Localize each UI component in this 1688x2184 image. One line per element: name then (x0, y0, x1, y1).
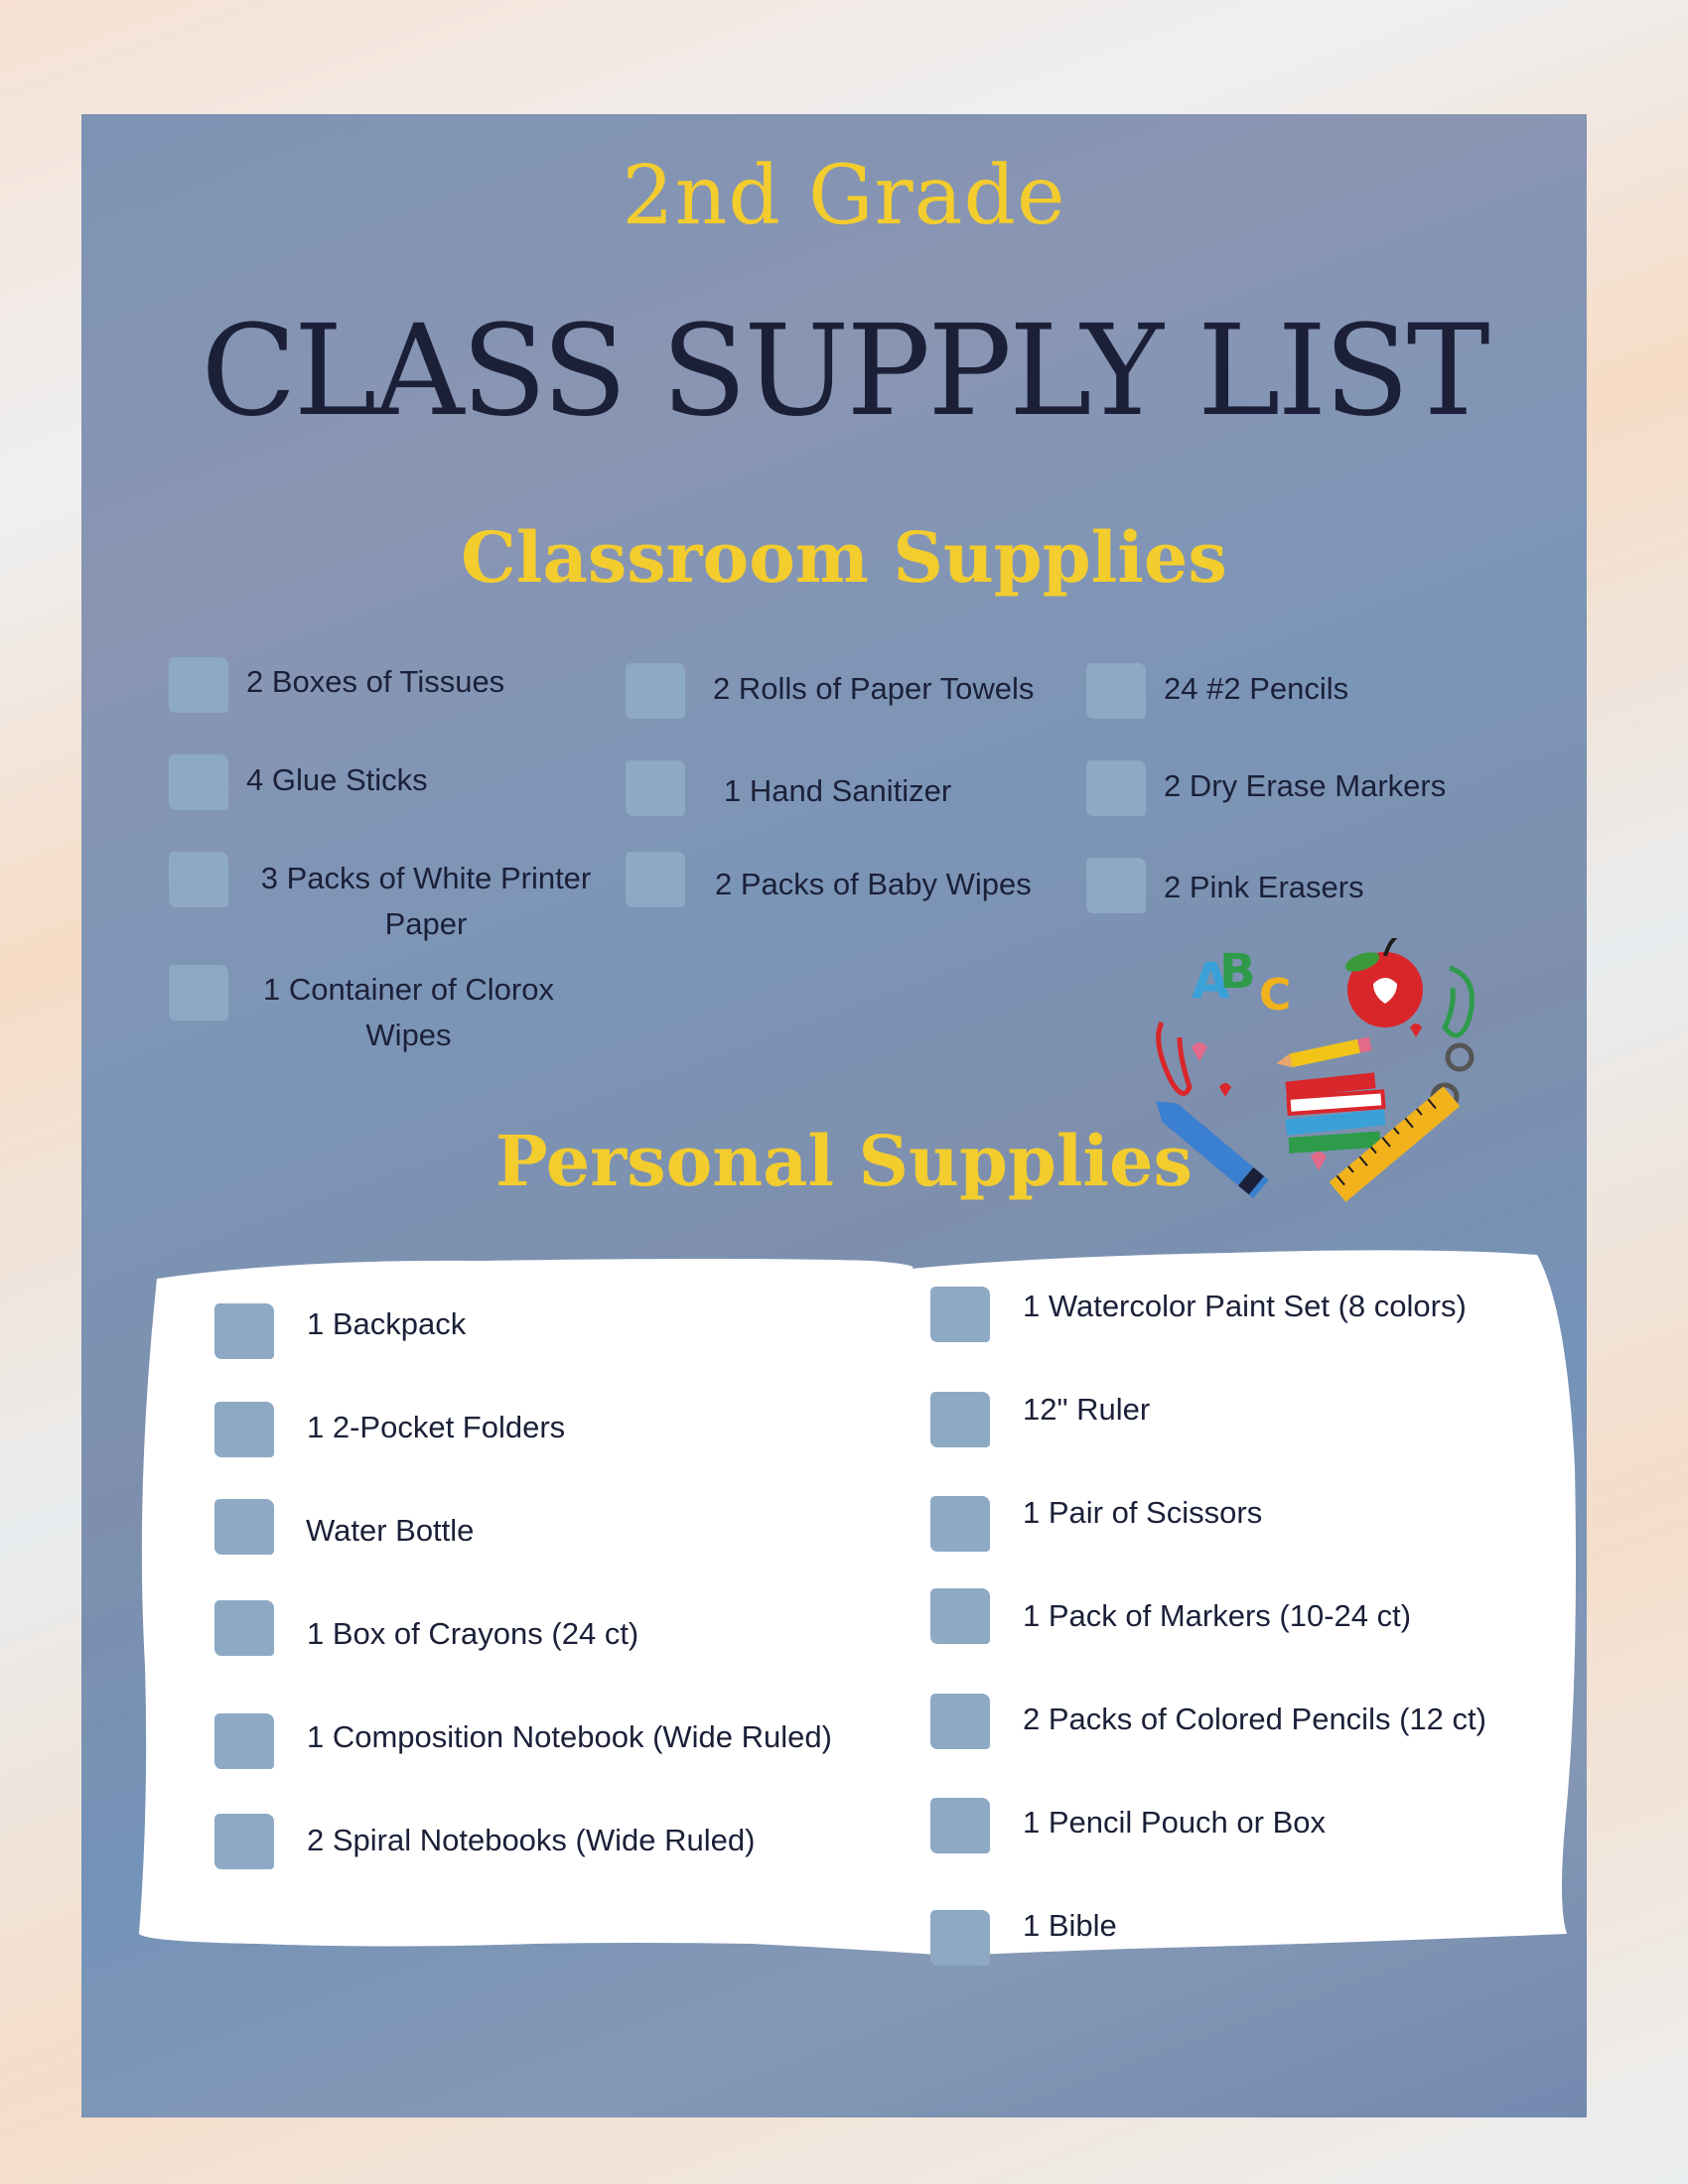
checkbox[interactable] (214, 1814, 274, 1869)
ring-icon (1448, 1045, 1472, 1069)
item-label: 1 Bible (1023, 1908, 1117, 1943)
item-label: 1 Pencil Pouch or Box (1023, 1805, 1327, 1840)
checkbox[interactable] (169, 754, 228, 810)
checkbox[interactable] (626, 852, 685, 907)
item-label: 1 Pair of Scissors (1023, 1495, 1263, 1530)
checkbox[interactable] (214, 1713, 274, 1769)
item-label: 2 Boxes of Tissues (246, 664, 505, 699)
item-label: 2 Rolls of Paper Towels (713, 671, 1035, 706)
apple-icon (1342, 938, 1423, 1027)
checkbox[interactable] (169, 852, 228, 907)
item-label: 2 Dry Erase Markers (1164, 768, 1447, 803)
checkbox[interactable] (930, 1910, 990, 1966)
checkbox[interactable] (1086, 663, 1146, 719)
item-label: 1 Composition Notebook (Wide Ruled) (307, 1719, 832, 1754)
item-label: 2 Spiral Notebooks (Wide Ruled) (307, 1823, 756, 1857)
checkbox[interactable] (1086, 760, 1146, 816)
checkbox[interactable] (214, 1303, 274, 1359)
item-label: 2 Pink Erasers (1164, 870, 1364, 904)
checkbox[interactable] (169, 657, 228, 713)
heart-icon (1219, 1083, 1231, 1097)
item-label: 2 Packs of Baby Wipes (715, 867, 1032, 901)
checkbox[interactable] (214, 1402, 274, 1457)
heart-icon (1410, 1024, 1422, 1037)
page-title: CLASS SUPPLY LIST (201, 298, 1487, 444)
letter-a-icon: A (1192, 952, 1230, 1010)
checkbox[interactable] (626, 663, 685, 719)
checkbox[interactable] (930, 1287, 990, 1342)
item-label: 12" Ruler (1023, 1392, 1151, 1427)
letter-b-icon: B (1219, 944, 1256, 1000)
item-label: 24 #2 Pencils (1164, 671, 1349, 706)
checkbox[interactable] (930, 1694, 990, 1749)
paperclip-icon (1159, 1023, 1190, 1093)
checkbox[interactable] (1086, 858, 1146, 913)
checkbox[interactable] (930, 1392, 990, 1447)
item-label: 1 Pack of Markers (10-24 ct) (1023, 1598, 1412, 1633)
checkbox[interactable] (169, 965, 228, 1021)
paperclip-icon (1445, 968, 1473, 1035)
checkbox[interactable] (626, 760, 685, 816)
checkbox[interactable] (930, 1588, 990, 1644)
item-label: Water Bottle (306, 1513, 475, 1548)
heart-icon (1192, 1042, 1207, 1061)
pencil-icon (1275, 1036, 1372, 1070)
checkbox[interactable] (214, 1499, 274, 1555)
personal-supplies-heading: Personal Supplies (495, 1120, 1193, 1202)
grade-heading: 2nd Grade (622, 149, 1066, 243)
item-label: 1 Watercolor Paint Set (8 colors) (1023, 1289, 1467, 1323)
item-label: 2 Packs of Colored Pencils (12 ct) (1023, 1702, 1486, 1736)
checkbox[interactable] (930, 1496, 990, 1552)
item-label: 4 Glue Sticks (246, 762, 428, 797)
item-label: 1 2-Pocket Folders (307, 1410, 566, 1444)
item-label: 1 Backpack (307, 1306, 467, 1341)
item-label: 1 Hand Sanitizer (724, 773, 952, 808)
item-label: 3 Packs of White Printer Paper (260, 861, 592, 941)
classroom-supplies-heading: Classroom Supplies (461, 516, 1227, 599)
item-label: 1 Container of Clorox Wipes (263, 972, 554, 1052)
letter-c-icon: C (1259, 970, 1292, 1021)
checkbox[interactable] (214, 1600, 274, 1656)
checkbox[interactable] (930, 1798, 990, 1853)
item-label: 1 Box of Crayons (24 ct) (307, 1616, 639, 1651)
